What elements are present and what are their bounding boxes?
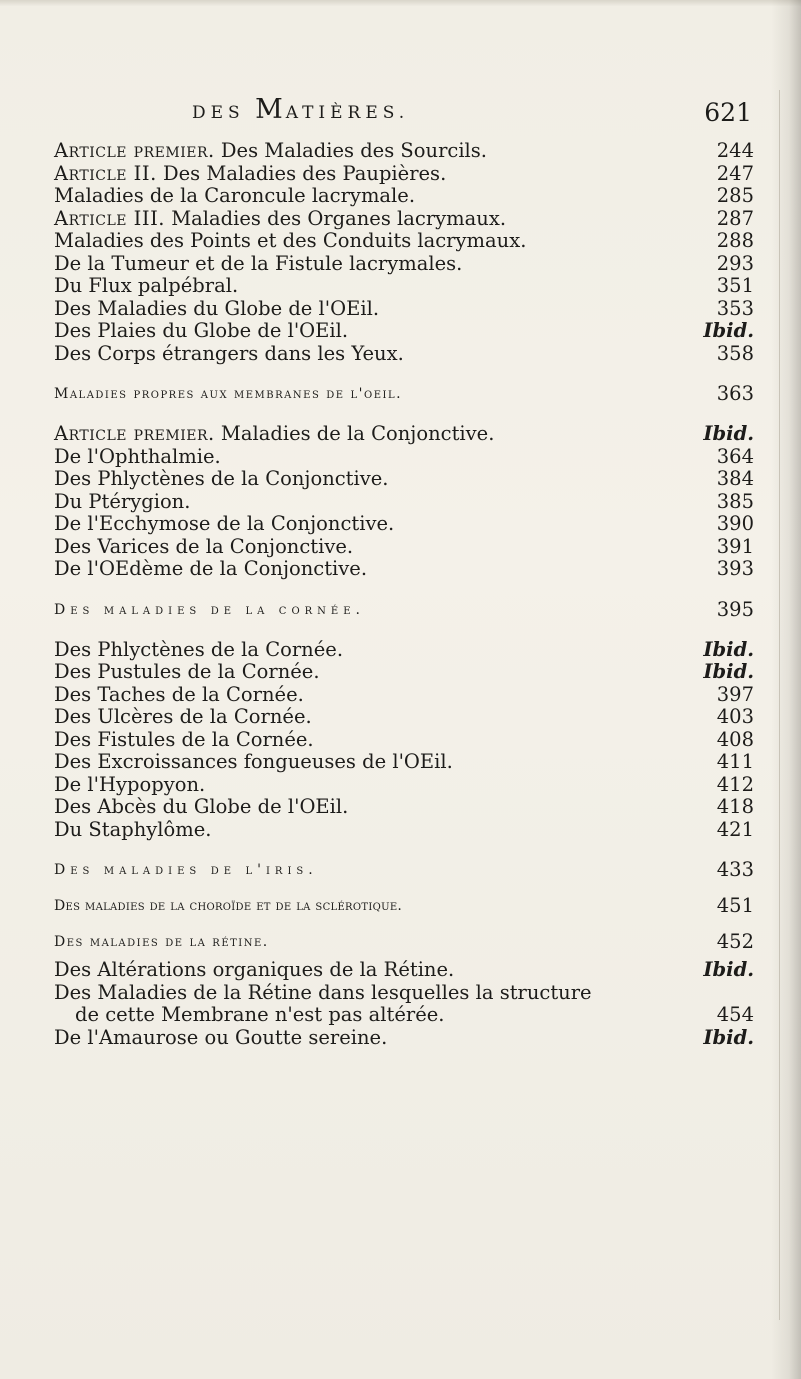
toc-entry bbox=[54, 423, 754, 445]
entry-page: 391 bbox=[716, 534, 754, 558]
entry-page: 418 bbox=[716, 795, 754, 818]
entry-title: Des Phlyctènes de la Cornée. bbox=[54, 637, 344, 661]
toc-entry bbox=[54, 684, 754, 706]
entry-page: 421 bbox=[716, 817, 754, 841]
toc-entry bbox=[54, 1027, 754, 1049]
entry-title: Des Maladies de la Rétine dans lesquelles la structure bbox=[54, 980, 592, 1004]
section-title: Des maladies de la cornée. bbox=[54, 601, 365, 618]
entry-page: 285 bbox=[716, 184, 754, 207]
entry-title: Des Maladies des Sourcils. bbox=[220, 139, 487, 162]
section-title: Maladies propres aux membranes de l'oeil. bbox=[54, 386, 403, 402]
page-right-shadow bbox=[771, 0, 801, 1379]
toc-entry bbox=[54, 536, 754, 558]
entry-page: 287 bbox=[716, 206, 754, 230]
entry-prefix: Article III. bbox=[54, 206, 165, 230]
entry-page: 403 bbox=[716, 705, 754, 728]
entry-page: 247 bbox=[716, 161, 754, 185]
entry-page: 288 bbox=[716, 229, 754, 252]
toc-entry bbox=[54, 661, 754, 683]
entry-title: Du Ptérygion. bbox=[54, 489, 191, 513]
section-page: 363 bbox=[716, 382, 754, 405]
entry-page: 408 bbox=[716, 727, 754, 751]
entry-title: De l'Amaurose ou Goutte sereine. bbox=[54, 1025, 388, 1049]
entry-page: Ibid. bbox=[703, 1025, 754, 1049]
entry-page: Ibid. bbox=[703, 319, 754, 342]
entry-page: 244 bbox=[716, 139, 754, 162]
entry-title: Du Staphylôme. bbox=[54, 817, 212, 841]
entry-title: Des Taches de la Cornée. bbox=[54, 682, 304, 706]
page-number: 621 bbox=[704, 98, 752, 127]
toc-entry-continuation bbox=[54, 1004, 754, 1026]
entry-title: De l'OEdème de la Conjonctive. bbox=[54, 557, 368, 580]
entry-page: 411 bbox=[716, 750, 754, 773]
entry-title: Des Pustules de la Cornée. bbox=[54, 660, 320, 683]
section-title: Des maladies de l'iris. bbox=[54, 862, 318, 878]
toc-entry bbox=[54, 468, 754, 490]
entry-page: 293 bbox=[716, 251, 754, 275]
section-page: 451 bbox=[716, 894, 754, 917]
title-rest: ATIÈRES. bbox=[285, 103, 410, 123]
section-page: 433 bbox=[716, 858, 754, 881]
binding-line bbox=[779, 90, 780, 1320]
entry-prefix: Article II. bbox=[54, 161, 157, 185]
toc-entry bbox=[54, 298, 754, 320]
entry-title: Des Abcès du Globe de l'OEil. bbox=[54, 795, 349, 818]
page-top-edge bbox=[0, 0, 801, 6]
entry-title: Des Excroissances fongueuses de l'OEil. bbox=[54, 750, 453, 773]
toc-entry bbox=[54, 163, 754, 185]
section-heading bbox=[54, 599, 754, 621]
toc-entry bbox=[54, 253, 754, 275]
toc-entry bbox=[54, 982, 754, 1004]
toc-entry bbox=[54, 959, 754, 981]
toc-entry bbox=[54, 774, 754, 796]
toc-entry bbox=[54, 513, 754, 535]
entry-page: 384 bbox=[716, 467, 754, 490]
toc-entry bbox=[54, 558, 754, 580]
entry-page: 390 bbox=[716, 512, 754, 535]
toc-entry bbox=[54, 796, 754, 818]
toc-entry bbox=[54, 320, 754, 342]
entry-title: Des Plaies du Globe de l'OEil. bbox=[54, 319, 349, 342]
section-page: 452 bbox=[716, 930, 754, 953]
page-header bbox=[192, 94, 752, 134]
toc-entry bbox=[54, 343, 754, 365]
title-prefix: DES bbox=[192, 103, 245, 123]
entry-page: 353 bbox=[716, 296, 754, 320]
title-initial: M bbox=[255, 94, 286, 125]
entry-title: Du Flux palpébral. bbox=[54, 274, 239, 297]
toc-entry bbox=[54, 230, 754, 252]
entry-page: 364 bbox=[716, 444, 754, 468]
entry-page: 393 bbox=[716, 557, 754, 580]
entry-title: Des Maladies du Globe de l'OEil. bbox=[54, 296, 380, 320]
table-of-contents bbox=[54, 140, 754, 1049]
entry-title: Des Fistules de la Cornée. bbox=[54, 727, 314, 751]
entry-page: 385 bbox=[716, 489, 754, 513]
toc-entry bbox=[54, 140, 754, 162]
entry-title: De l'Hypopyon. bbox=[54, 772, 206, 796]
section-title: Des maladies de la choroïde et de la sclérotique. bbox=[54, 898, 403, 914]
entry-page: Ibid. bbox=[703, 660, 754, 683]
toc-entry bbox=[54, 819, 754, 841]
entry-page: 358 bbox=[716, 341, 754, 365]
entry-title: Des Ulcères de la Cornée. bbox=[54, 705, 312, 728]
toc-entry bbox=[54, 208, 754, 230]
entry-title: De l'Ophthalmie. bbox=[54, 444, 221, 468]
toc-entry bbox=[54, 185, 754, 207]
entry-title: de cette Membrane n'est pas altérée. bbox=[75, 1003, 445, 1026]
entry-title: Des Corps étrangers dans les Yeux. bbox=[54, 341, 404, 365]
toc-entry bbox=[54, 729, 754, 751]
toc-entry bbox=[54, 706, 754, 728]
entry-title: Maladies des Points et des Conduits lacrymaux. bbox=[54, 229, 527, 252]
toc-entry bbox=[54, 491, 754, 513]
entry-page: Ibid. bbox=[703, 637, 754, 661]
section-heading bbox=[54, 895, 754, 917]
entry-title: Des Phlyctènes de la Conjonctive. bbox=[54, 467, 389, 490]
section-heading bbox=[54, 859, 754, 881]
entry-page: Ibid. bbox=[703, 422, 754, 445]
entry-title: Maladies des Organes lacrymaux. bbox=[171, 206, 507, 230]
entry-page: 351 bbox=[716, 274, 754, 297]
toc-entry bbox=[54, 751, 754, 773]
toc-entry bbox=[54, 639, 754, 661]
entry-title: Des Altérations organiques de la Rétine. bbox=[54, 958, 455, 981]
section-title: Des maladies de la rétine. bbox=[54, 934, 269, 950]
entry-title: De la Tumeur et de la Fistule lacrymales. bbox=[54, 251, 463, 275]
entry-page: Ibid. bbox=[703, 958, 754, 981]
entry-page: 454 bbox=[716, 1003, 754, 1026]
section-page: 395 bbox=[716, 597, 754, 621]
section-heading bbox=[54, 931, 754, 953]
entry-prefix: Article premier. bbox=[54, 139, 215, 162]
toc-entry bbox=[54, 275, 754, 297]
entry-title: Des Varices de la Conjonctive. bbox=[54, 534, 354, 558]
entry-title: De l'Ecchymose de la Conjonctive. bbox=[54, 512, 395, 535]
entry-page: 412 bbox=[716, 772, 754, 796]
entry-title: Maladies de la Conjonctive. bbox=[220, 422, 495, 445]
running-title bbox=[192, 94, 409, 125]
entry-page: 397 bbox=[716, 682, 754, 706]
entry-title: Maladies de la Caroncule lacrymale. bbox=[54, 184, 416, 207]
section-heading bbox=[54, 383, 754, 405]
entry-title: Des Maladies des Paupières. bbox=[162, 161, 447, 185]
toc-entry bbox=[54, 446, 754, 468]
entry-prefix: Article premier. bbox=[54, 422, 215, 445]
